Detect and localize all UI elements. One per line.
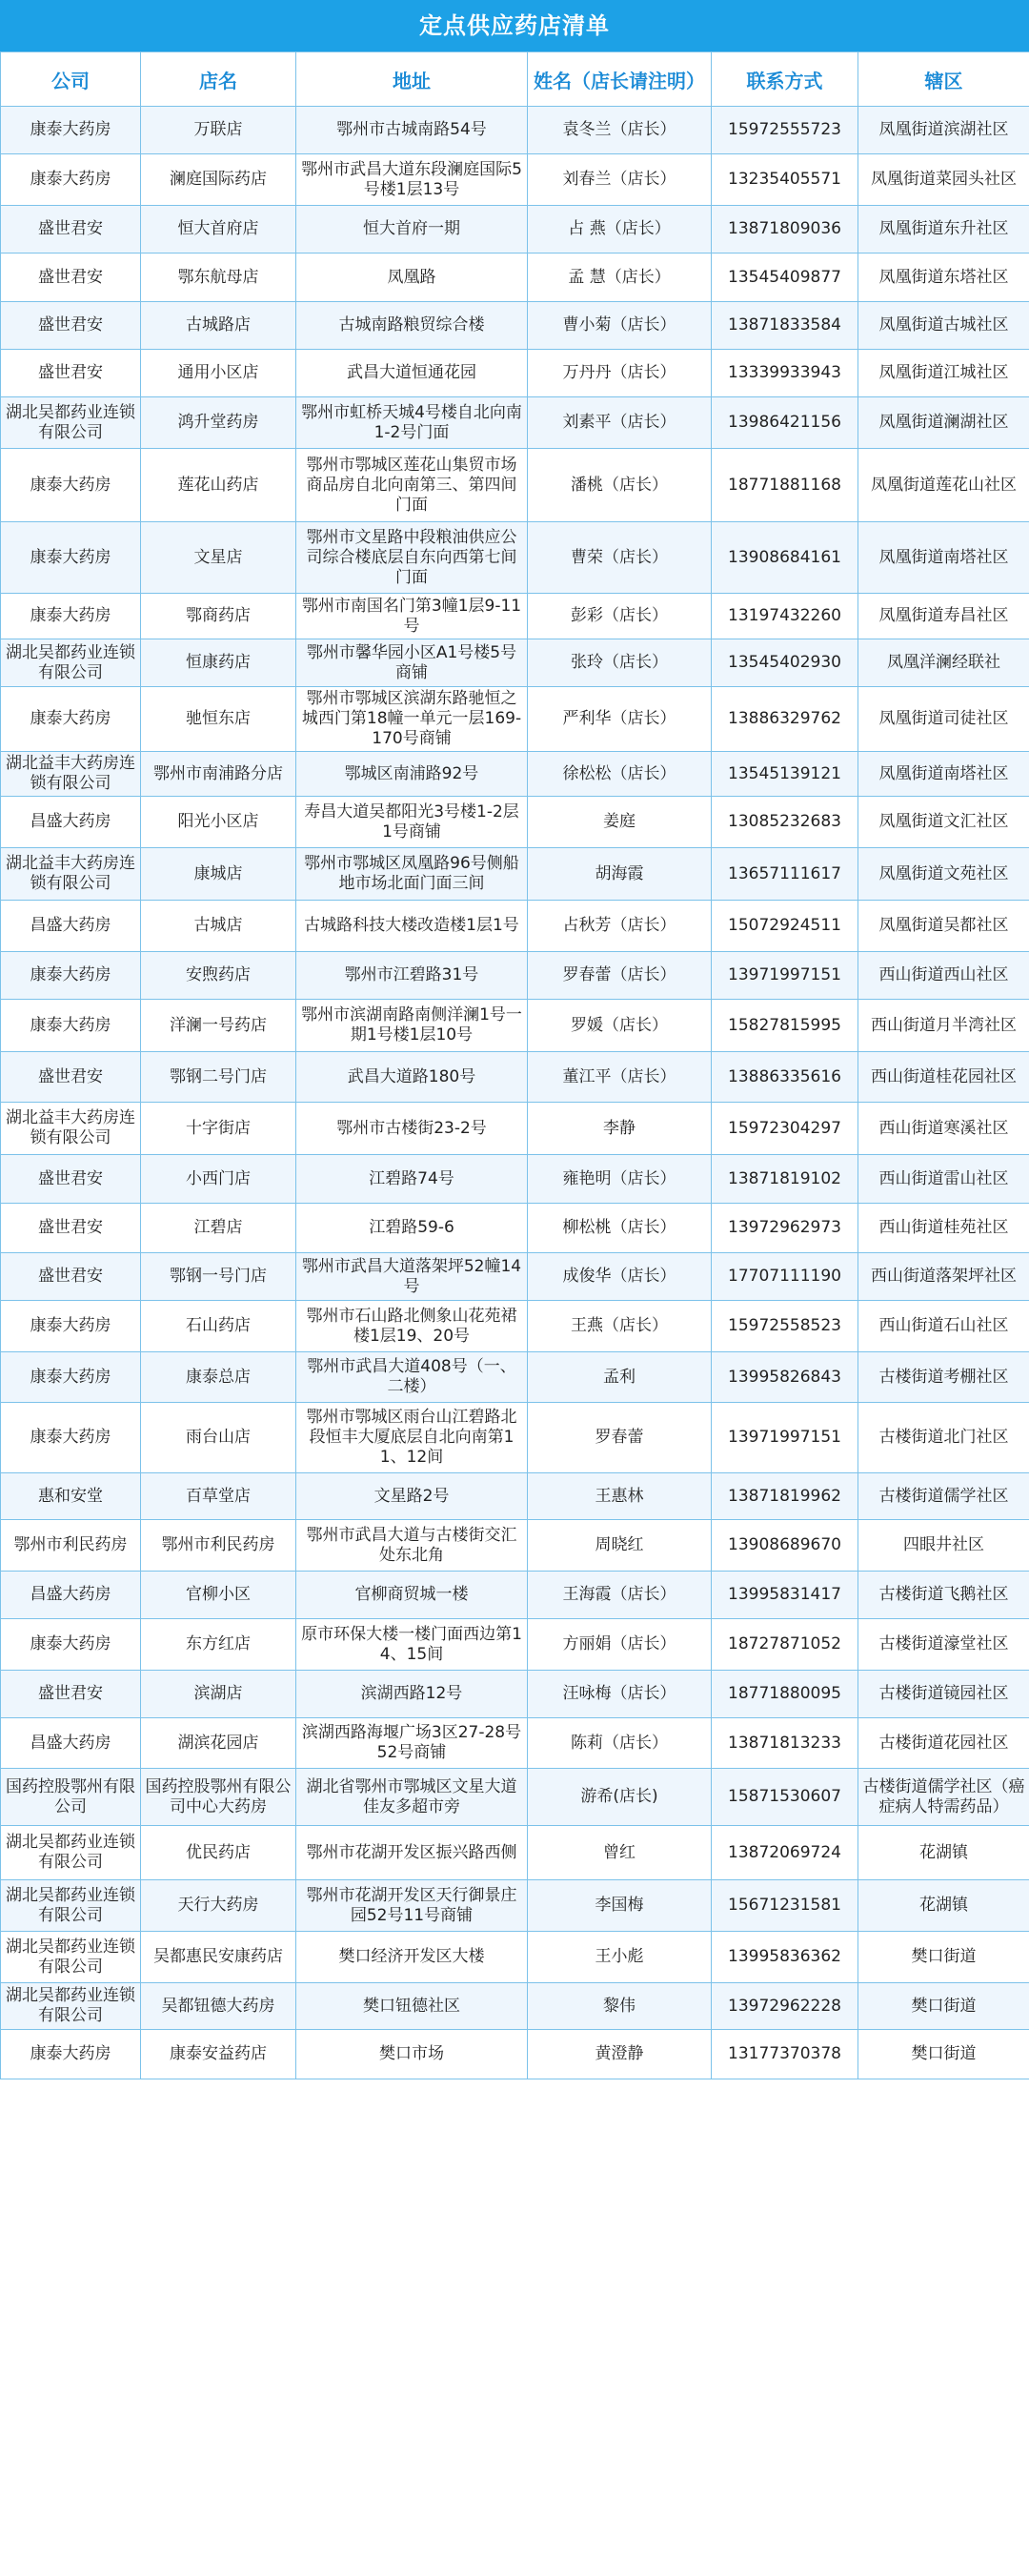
cell-company: 湖北吴都药业连锁有限公司 [1, 639, 141, 687]
cell-district: 西山街道寒溪社区 [858, 1103, 1029, 1155]
cell-address: 恒大首府一期 [296, 206, 528, 254]
cell-company: 盛世君安 [1, 350, 141, 397]
cell-address: 古城南路粮贸综合楼 [296, 302, 528, 350]
cell-district: 凤凰街道南塔社区 [858, 752, 1029, 797]
cell-phone: 13545402930 [712, 639, 858, 687]
cell-company: 盛世君安 [1, 1253, 141, 1301]
cell-company: 康泰大药房 [1, 1352, 141, 1403]
cell-store-name: 湖滨花园店 [141, 1718, 296, 1769]
cell-address: 湖北省鄂州市鄂城区文星大道佳友多超市旁 [296, 1769, 528, 1826]
cell-store-name: 古城路店 [141, 302, 296, 350]
cell-address: 鄂州市南国名门第3幢1层9-11号 [296, 594, 528, 639]
cell-company: 湖北益丰大药房连锁有限公司 [1, 848, 141, 901]
cell-store-name: 恒大首府店 [141, 206, 296, 254]
cell-store-name: 阳光小区店 [141, 797, 296, 848]
cell-district: 古楼街道儒学社区 [858, 1473, 1029, 1520]
cell-store-name: 古城店 [141, 901, 296, 952]
cell-address: 鄂州市武昌大道东段澜庭国际5号楼1层13号 [296, 154, 528, 206]
cell-phone: 13971997151 [712, 1403, 858, 1473]
cell-contact-person: 胡海霞 [528, 848, 712, 901]
cell-address: 樊口经济开发区大楼 [296, 1932, 528, 1983]
cell-store-name: 鄂商药店 [141, 594, 296, 639]
cell-contact-person: 潘桃（店长） [528, 449, 712, 522]
cell-address: 江碧路74号 [296, 1155, 528, 1204]
cell-company: 盛世君安 [1, 1052, 141, 1103]
cell-district: 樊口街道 [858, 1932, 1029, 1983]
cell-store-name: 鄂钢一号门店 [141, 1253, 296, 1301]
cell-store-name: 吴都钮德大药房 [141, 1983, 296, 2030]
cell-contact-person: 罗春蕾（店长） [528, 952, 712, 1000]
table-row [1, 1253, 1029, 1301]
cell-address: 鄂州市鄂城区凤凰路96号侧船地市场北面门面三间 [296, 848, 528, 901]
cell-company: 盛世君安 [1, 1155, 141, 1204]
table-row [1, 1403, 1029, 1473]
cell-company: 盛世君安 [1, 1204, 141, 1253]
cell-address: 鄂州市古城南路54号 [296, 107, 528, 154]
cell-phone: 13177370378 [712, 2030, 858, 2079]
cell-phone: 18771880095 [712, 1671, 858, 1718]
cell-phone: 15972304297 [712, 1103, 858, 1155]
cell-company: 康泰大药房 [1, 1403, 141, 1473]
cell-address: 鄂州市鄂城区滨湖东路驰恒之城西门第18幢一单元一层169-170号商铺 [296, 687, 528, 752]
cell-district: 凤凰街道东升社区 [858, 206, 1029, 254]
cell-store-name: 江碧店 [141, 1204, 296, 1253]
cell-district: 凤凰街道文苑社区 [858, 848, 1029, 901]
cell-phone: 13339933943 [712, 350, 858, 397]
cell-contact-person: 姜庭 [528, 797, 712, 848]
table-row [1, 397, 1029, 449]
cell-company: 鄂州市利民药房 [1, 1520, 141, 1572]
cell-contact-person: 孟利 [528, 1352, 712, 1403]
cell-phone: 15072924511 [712, 901, 858, 952]
cell-phone: 13972962973 [712, 1204, 858, 1253]
header-address: 地址 [296, 52, 528, 107]
table-row [1, 350, 1029, 397]
cell-contact-person: 彭彩（店长） [528, 594, 712, 639]
table-row [1, 1880, 1029, 1932]
cell-contact-person: 严利华（店长） [528, 687, 712, 752]
cell-store-name: 雨台山店 [141, 1403, 296, 1473]
cell-address: 鄂州市武昌大道落架坪52幢14号 [296, 1253, 528, 1301]
cell-company: 湖北吴都药业连锁有限公司 [1, 397, 141, 449]
cell-company: 湖北益丰大药房连锁有限公司 [1, 1103, 141, 1155]
cell-company: 湖北益丰大药房连锁有限公司 [1, 752, 141, 797]
table-row [1, 1103, 1029, 1155]
cell-district: 古楼街道考棚社区 [858, 1352, 1029, 1403]
cell-district: 凤凰街道南塔社区 [858, 522, 1029, 594]
cell-district: 花湖镇 [858, 1880, 1029, 1932]
cell-contact-person: 孟 慧（店长） [528, 254, 712, 302]
cell-phone: 13908689670 [712, 1520, 858, 1572]
cell-contact-person: 万丹丹（店长） [528, 350, 712, 397]
cell-phone: 13871833584 [712, 302, 858, 350]
table-row [1, 752, 1029, 797]
cell-store-name: 莲花山药店 [141, 449, 296, 522]
cell-store-name: 官柳小区 [141, 1572, 296, 1619]
cell-store-name: 鄂州市利民药房 [141, 1520, 296, 1572]
cell-district: 凤凰街道江城社区 [858, 350, 1029, 397]
cell-contact-person: 罗媛（店长） [528, 1000, 712, 1052]
cell-phone: 13871809036 [712, 206, 858, 254]
cell-contact-person: 雍艳明（店长） [528, 1155, 712, 1204]
cell-phone: 13886335616 [712, 1052, 858, 1103]
pharmacy-table [0, 51, 1029, 2079]
table-row [1, 1572, 1029, 1619]
cell-store-name: 鄂钢二号门店 [141, 1052, 296, 1103]
header-row [1, 52, 1029, 107]
cell-contact-person: 董江平（店长） [528, 1052, 712, 1103]
cell-district: 凤凰街道澜湖社区 [858, 397, 1029, 449]
cell-store-name: 优民药店 [141, 1826, 296, 1880]
cell-store-name: 东方红店 [141, 1619, 296, 1671]
cell-contact-person: 曹小菊（店长） [528, 302, 712, 350]
table-row [1, 107, 1029, 154]
cell-contact-person: 袁冬兰（店长） [528, 107, 712, 154]
cell-contact-person: 张玲（店长） [528, 639, 712, 687]
table-row [1, 1301, 1029, 1352]
cell-phone: 18771881168 [712, 449, 858, 522]
cell-district: 古楼街道飞鹅社区 [858, 1572, 1029, 1619]
cell-district: 凤凰街道司徒社区 [858, 687, 1029, 752]
table-row [1, 594, 1029, 639]
cell-store-name: 恒康药店 [141, 639, 296, 687]
cell-district: 樊口街道 [858, 2030, 1029, 2079]
cell-district: 古楼街道濠堂社区 [858, 1619, 1029, 1671]
cell-address: 鄂州市古楼街23-2号 [296, 1103, 528, 1155]
cell-company: 湖北吴都药业连锁有限公司 [1, 1826, 141, 1880]
cell-address: 樊口市场 [296, 2030, 528, 2079]
cell-contact-person: 曹荣（店长） [528, 522, 712, 594]
cell-phone: 13908684161 [712, 522, 858, 594]
cell-phone: 13971997151 [712, 952, 858, 1000]
cell-address: 鄂州市鄂城区莲花山集贸市场商品房自北向南第三、第四间门面 [296, 449, 528, 522]
cell-store-name: 康城店 [141, 848, 296, 901]
cell-district: 凤凰街道菜园头社区 [858, 154, 1029, 206]
table-row [1, 1352, 1029, 1403]
cell-contact-person: 占秋芳（店长） [528, 901, 712, 952]
cell-contact-person: 方丽娟（店长） [528, 1619, 712, 1671]
cell-phone: 13545139121 [712, 752, 858, 797]
cell-address: 鄂州市江碧路31号 [296, 952, 528, 1000]
cell-store-name: 鄂东航母店 [141, 254, 296, 302]
cell-district: 凤凰街道滨湖社区 [858, 107, 1029, 154]
cell-phone: 15972555723 [712, 107, 858, 154]
cell-district: 古楼街道北门社区 [858, 1403, 1029, 1473]
cell-store-name: 洋澜一号药店 [141, 1000, 296, 1052]
header-company: 公司 [1, 52, 141, 107]
cell-district: 西山街道落架坪社区 [858, 1253, 1029, 1301]
cell-contact-person: 周晓红 [528, 1520, 712, 1572]
cell-address: 鄂州市武昌大道408号（一、二楼） [296, 1352, 528, 1403]
table-row [1, 1473, 1029, 1520]
cell-phone: 13197432260 [712, 594, 858, 639]
cell-contact-person: 刘素平（店长） [528, 397, 712, 449]
cell-company: 昌盛大药房 [1, 901, 141, 952]
table-row [1, 2030, 1029, 2079]
table-row [1, 901, 1029, 952]
cell-address: 鄂州市文星路中段粮油供应公司综合楼底层自东向西第七间门面 [296, 522, 528, 594]
cell-district: 西山街道雷山社区 [858, 1155, 1029, 1204]
table-row [1, 1769, 1029, 1826]
cell-district: 凤凰街道文汇社区 [858, 797, 1029, 848]
cell-district: 花湖镇 [858, 1826, 1029, 1880]
cell-district: 樊口街道 [858, 1983, 1029, 2030]
cell-company: 康泰大药房 [1, 687, 141, 752]
header-district: 辖区 [858, 52, 1029, 107]
table-row [1, 687, 1029, 752]
cell-store-name: 鄂州市南浦路分店 [141, 752, 296, 797]
cell-district: 古楼街道镜园社区 [858, 1671, 1029, 1718]
cell-phone: 13545409877 [712, 254, 858, 302]
table-row [1, 302, 1029, 350]
cell-phone: 13085232683 [712, 797, 858, 848]
cell-company: 盛世君安 [1, 206, 141, 254]
cell-phone: 13235405571 [712, 154, 858, 206]
cell-company: 盛世君安 [1, 254, 141, 302]
cell-contact-person: 黄澄静 [528, 2030, 712, 2079]
table-row [1, 522, 1029, 594]
cell-contact-person: 王惠林 [528, 1473, 712, 1520]
cell-store-name: 滨湖店 [141, 1671, 296, 1718]
cell-phone: 13871819102 [712, 1155, 858, 1204]
cell-contact-person: 徐松松（店长） [528, 752, 712, 797]
cell-company: 盛世君安 [1, 1671, 141, 1718]
table-row [1, 1000, 1029, 1052]
cell-store-name: 澜庭国际药店 [141, 154, 296, 206]
cell-phone: 15972558523 [712, 1301, 858, 1352]
cell-district: 西山街道石山社区 [858, 1301, 1029, 1352]
cell-district: 凤凰洋澜经联社 [858, 639, 1029, 687]
cell-district: 西山街道桂苑社区 [858, 1204, 1029, 1253]
table-row [1, 1826, 1029, 1880]
cell-address: 鄂州市石山路北侧象山花苑裙楼1层19、20号 [296, 1301, 528, 1352]
table-row [1, 1619, 1029, 1671]
cell-contact-person: 成俊华（店长） [528, 1253, 712, 1301]
table-row [1, 1052, 1029, 1103]
cell-address: 文星路2号 [296, 1473, 528, 1520]
cell-contact-person: 刘春兰（店长） [528, 154, 712, 206]
cell-phone: 17707111190 [712, 1253, 858, 1301]
cell-store-name: 康泰总店 [141, 1352, 296, 1403]
cell-address: 原市环保大楼一楼门面西边第14、15间 [296, 1619, 528, 1671]
cell-company: 康泰大药房 [1, 522, 141, 594]
cell-contact-person: 王燕（店长） [528, 1301, 712, 1352]
cell-address: 鄂州市馨华园小区A1号楼5号商铺 [296, 639, 528, 687]
cell-address: 武昌大道恒通花园 [296, 350, 528, 397]
cell-company: 昌盛大药房 [1, 1572, 141, 1619]
cell-company: 康泰大药房 [1, 107, 141, 154]
table-row [1, 206, 1029, 254]
table-row [1, 1204, 1029, 1253]
cell-district: 凤凰街道莲花山社区 [858, 449, 1029, 522]
cell-company: 湖北吴都药业连锁有限公司 [1, 1932, 141, 1983]
cell-district: 西山街道西山社区 [858, 952, 1029, 1000]
cell-company: 盛世君安 [1, 302, 141, 350]
cell-company: 昌盛大药房 [1, 797, 141, 848]
cell-address: 江碧路59-6 [296, 1204, 528, 1253]
cell-contact-person: 柳松桃（店长） [528, 1204, 712, 1253]
cell-company: 湖北吴都药业连锁有限公司 [1, 1880, 141, 1932]
cell-phone: 15871530607 [712, 1769, 858, 1826]
cell-address: 凤凰路 [296, 254, 528, 302]
cell-company: 康泰大药房 [1, 2030, 141, 2079]
table-row [1, 1520, 1029, 1572]
cell-contact-person: 汪咏梅（店长） [528, 1671, 712, 1718]
cell-district: 凤凰街道寿昌社区 [858, 594, 1029, 639]
cell-company: 康泰大药房 [1, 1619, 141, 1671]
cell-district: 凤凰街道吴都社区 [858, 901, 1029, 952]
table-row [1, 254, 1029, 302]
cell-contact-person: 罗春蕾 [528, 1403, 712, 1473]
cell-store-name: 万联店 [141, 107, 296, 154]
cell-phone: 13986421156 [712, 397, 858, 449]
cell-district: 古楼街道花园社区 [858, 1718, 1029, 1769]
table-row [1, 154, 1029, 206]
cell-phone: 13657111617 [712, 848, 858, 901]
cell-store-name: 驰恒东店 [141, 687, 296, 752]
cell-district: 西山街道桂花园社区 [858, 1052, 1029, 1103]
cell-store-name: 小西门店 [141, 1155, 296, 1204]
cell-address: 古城路科技大楼改造楼1层1号 [296, 901, 528, 952]
cell-contact-person: 李静 [528, 1103, 712, 1155]
cell-address: 樊口钮德社区 [296, 1983, 528, 2030]
cell-address: 滨湖西路海堰广场3区27-28号52号商铺 [296, 1718, 528, 1769]
cell-phone: 15671231581 [712, 1880, 858, 1932]
cell-store-name: 通用小区店 [141, 350, 296, 397]
page-title: 定点供应药店清单 [0, 0, 1029, 51]
cell-phone: 13995826843 [712, 1352, 858, 1403]
table-row [1, 1983, 1029, 2030]
cell-store-name: 天行大药房 [141, 1880, 296, 1932]
cell-store-name: 国药控股鄂州有限公司中心大药房 [141, 1769, 296, 1826]
cell-company: 康泰大药房 [1, 154, 141, 206]
cell-address: 武昌大道路180号 [296, 1052, 528, 1103]
cell-phone: 13871819962 [712, 1473, 858, 1520]
cell-phone: 13995836362 [712, 1932, 858, 1983]
cell-company: 康泰大药房 [1, 952, 141, 1000]
header-store-name: 店名 [141, 52, 296, 107]
table-row [1, 1155, 1029, 1204]
cell-contact-person: 占 燕（店长） [528, 206, 712, 254]
cell-district: 西山街道月半湾社区 [858, 1000, 1029, 1052]
table-row [1, 1671, 1029, 1718]
cell-address: 寿昌大道吴都阳光3号楼1-2层1号商铺 [296, 797, 528, 848]
cell-address: 鄂州市武昌大道与古楼街交汇处东北角 [296, 1520, 528, 1572]
table-row [1, 797, 1029, 848]
cell-address: 鄂城区南浦路92号 [296, 752, 528, 797]
cell-district: 凤凰街道东塔社区 [858, 254, 1029, 302]
header-phone: 联系方式 [712, 52, 858, 107]
cell-company: 康泰大药房 [1, 1000, 141, 1052]
cell-phone: 13872069724 [712, 1826, 858, 1880]
cell-district: 四眼井社区 [858, 1520, 1029, 1572]
cell-phone: 13871813233 [712, 1718, 858, 1769]
cell-store-name: 康泰安益药店 [141, 2030, 296, 2079]
cell-store-name: 百草堂店 [141, 1473, 296, 1520]
cell-district: 古楼街道儒学社区（癌症病人特需药品） [858, 1769, 1029, 1826]
cell-store-name: 安煦药店 [141, 952, 296, 1000]
cell-store-name: 石山药店 [141, 1301, 296, 1352]
cell-phone: 15827815995 [712, 1000, 858, 1052]
cell-company: 惠和安堂 [1, 1473, 141, 1520]
cell-phone: 13886329762 [712, 687, 858, 752]
table-row [1, 449, 1029, 522]
cell-phone: 13995831417 [712, 1572, 858, 1619]
cell-store-name: 十字街店 [141, 1103, 296, 1155]
cell-contact-person: 陈莉（店长） [528, 1718, 712, 1769]
cell-company: 国药控股鄂州有限公司 [1, 1769, 141, 1826]
table-row [1, 1932, 1029, 1983]
header-contact-person: 姓名（店长请注明） [528, 52, 712, 107]
cell-contact-person: 游希(店长) [528, 1769, 712, 1826]
cell-contact-person: 曾红 [528, 1826, 712, 1880]
cell-contact-person: 王海霞（店长） [528, 1572, 712, 1619]
cell-contact-person: 王小彪 [528, 1932, 712, 1983]
cell-district: 凤凰街道古城社区 [858, 302, 1029, 350]
cell-store-name: 鸿升堂药房 [141, 397, 296, 449]
cell-address: 滨湖西路12号 [296, 1671, 528, 1718]
table-row [1, 639, 1029, 687]
cell-address: 鄂州市花湖开发区振兴路西侧 [296, 1826, 528, 1880]
cell-store-name: 文星店 [141, 522, 296, 594]
cell-phone: 13972962228 [712, 1983, 858, 2030]
cell-phone: 18727871052 [712, 1619, 858, 1671]
cell-company: 康泰大药房 [1, 449, 141, 522]
cell-address: 鄂州市花湖开发区天行御景庄园52号11号商铺 [296, 1880, 528, 1932]
table-row [1, 952, 1029, 1000]
cell-address: 鄂州市虹桥天城4号楼自北向南1-2号门面 [296, 397, 528, 449]
table-row [1, 1718, 1029, 1769]
cell-contact-person: 黎伟 [528, 1983, 712, 2030]
cell-company: 昌盛大药房 [1, 1718, 141, 1769]
cell-store-name: 吴都惠民安康药店 [141, 1932, 296, 1983]
table-row [1, 848, 1029, 901]
cell-contact-person: 李国梅 [528, 1880, 712, 1932]
cell-company: 湖北吴都药业连锁有限公司 [1, 1983, 141, 2030]
cell-address: 鄂州市鄂城区雨台山江碧路北段恒丰大厦底层自北向南第11、12间 [296, 1403, 528, 1473]
cell-company: 康泰大药房 [1, 594, 141, 639]
cell-company: 康泰大药房 [1, 1301, 141, 1352]
cell-address: 鄂州市滨湖南路南侧洋澜1号一期1号楼1层10号 [296, 1000, 528, 1052]
cell-address: 官柳商贸城一楼 [296, 1572, 528, 1619]
